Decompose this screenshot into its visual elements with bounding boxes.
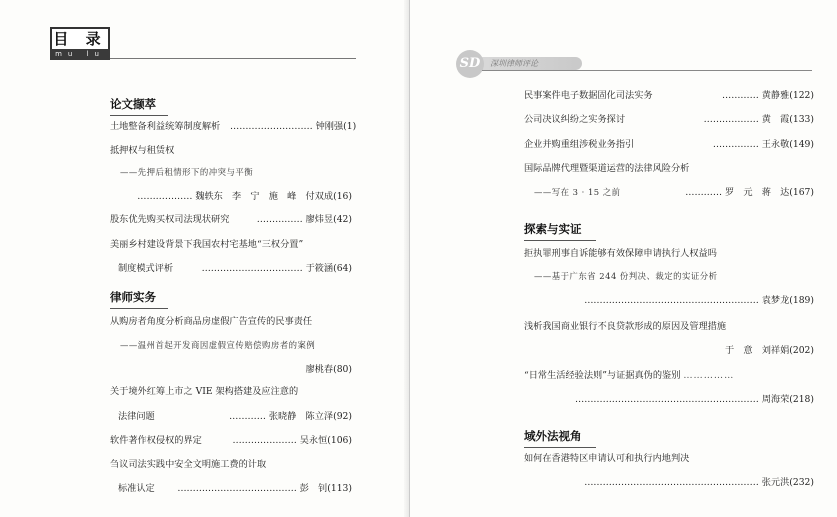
entry-title: 公司决议纠纷之实务探讨	[524, 114, 626, 125]
entry-leader: …………………………………………………	[584, 295, 759, 306]
entry-byline	[534, 393, 814, 406]
entry-title: 浅析我国商业银行不良贷款形成的原因及管理措施	[524, 321, 727, 332]
entry-title: 刍议司法实践中安全文明施工费的计取	[110, 459, 267, 470]
entry-author: 黄静雅	[761, 90, 790, 101]
toc-entry[interactable]	[110, 458, 266, 471]
entry-author: 黄 霞	[761, 114, 790, 125]
entry-title: 抵押权与租赁权	[110, 145, 175, 156]
entry-page: (133)	[789, 114, 814, 125]
entry-page: (1)	[343, 121, 357, 132]
entry-title-continued: 制度模式评析	[118, 263, 174, 274]
entry-author: 张晓静 陈立泽	[268, 411, 334, 422]
entry-byline	[655, 138, 814, 151]
entry-byline	[165, 482, 352, 495]
entry-title: 关于境外红筹上市之 VIE 架构搭建及应注意的	[110, 386, 299, 397]
entry-page: (202)	[789, 345, 814, 356]
entry-page: (80)	[333, 364, 352, 375]
section-title	[524, 428, 582, 444]
entry-title: 如何在香港特区申请认可和执行内地判决	[524, 453, 690, 464]
entry-subtitle: ——基于广东省 244 份判决、裁定的实证分析	[534, 271, 718, 281]
entry-page: (218)	[789, 394, 814, 405]
section-underline	[110, 308, 168, 309]
entry-page: (42)	[333, 214, 352, 225]
entry-leader: ……………	[256, 214, 303, 225]
entry-author: 周海荣	[761, 394, 790, 405]
entry-title: 拒执罪刑事自诉能够有效保障申请执行人权益吗	[524, 248, 717, 259]
entry-author: 钟刚强	[315, 121, 344, 132]
toc-entry[interactable]	[524, 138, 634, 151]
entry-byline	[180, 262, 352, 275]
entry-page: (106)	[327, 435, 352, 446]
entry-page: (92)	[333, 411, 352, 422]
header-rule	[110, 58, 356, 59]
toc-entry[interactable]	[110, 120, 220, 133]
toc-entry[interactable]	[524, 113, 625, 126]
entry-byline	[674, 89, 814, 102]
toc-entry[interactable]	[524, 247, 717, 260]
right-page	[410, 0, 837, 517]
toc-entry[interactable]	[110, 213, 229, 226]
entry-page: (149)	[789, 139, 814, 150]
toc-entry[interactable]	[524, 162, 689, 175]
section-title-text: 论文撷萃	[110, 97, 156, 111]
header-rule	[482, 70, 812, 71]
toc-entry[interactable]	[524, 320, 726, 333]
entry-leader: …………	[685, 187, 723, 198]
entry-leader: …………………………………………………	[584, 477, 759, 488]
entry-byline	[210, 434, 352, 447]
entry-author: 彭 钊	[299, 483, 328, 494]
toc-entry[interactable]	[524, 89, 653, 102]
entry-author: 王永敬	[761, 139, 790, 150]
section-underline	[110, 115, 168, 116]
entry-author: 袁梦龙	[761, 295, 790, 306]
entry-page: (189)	[789, 295, 814, 306]
entry-title: 美丽乡村建设背景下我国农村宅基地“三权分置”	[110, 239, 304, 250]
contents-header	[50, 27, 110, 58]
entry-byline	[200, 410, 352, 423]
section-title	[110, 289, 156, 305]
toc-entry[interactable]	[524, 452, 689, 465]
entry-page: (167)	[789, 187, 814, 198]
entry-title: 从购房者角度分析商品房虚假广告宣传的民事责任	[110, 316, 313, 327]
entry-title: 民事案件电子数据固化司法实务	[524, 90, 653, 101]
journal-name: 深圳律师评论	[490, 59, 538, 68]
entry-author: 吴永恒	[299, 435, 328, 446]
entry-title-continued: 法律问题	[118, 411, 155, 422]
entry-page: (113)	[327, 483, 352, 494]
toc-entry[interactable]	[524, 369, 734, 382]
entry-subtitle: ——温州首起开发商因虚假宣传赔偿购房者的案例	[120, 340, 316, 350]
section-title	[110, 96, 156, 112]
left-page	[0, 0, 410, 517]
entry-leader: …………………………………	[177, 483, 297, 494]
entry-leader: ………………………	[230, 121, 313, 132]
toc-entry[interactable]	[110, 144, 174, 157]
entry-title-continued: 标准认定	[118, 483, 155, 494]
entry-leader: ………………	[703, 114, 759, 125]
entry-page: (16)	[333, 191, 352, 202]
entry-byline	[650, 186, 814, 199]
entry-author: 于 意 刘祥娟	[724, 345, 790, 356]
entry-subtitle: ——写在 3 · 15 之前	[534, 187, 621, 197]
contents-subtitle: mu lu	[50, 49, 110, 60]
entry-title: 国际品牌代理暨渠道运营的法律风险分析	[524, 163, 690, 174]
entry-title: 软件著作权侵权的界定	[110, 435, 202, 446]
toc-entry[interactable]	[110, 315, 312, 328]
entry-page: (232)	[789, 477, 814, 488]
entry-leader: …………	[722, 90, 759, 101]
entry-byline	[230, 120, 357, 133]
entry-leader: …………	[229, 411, 266, 422]
entry-byline	[534, 294, 814, 307]
entry-byline	[660, 344, 814, 357]
journal-logo: SD	[456, 50, 484, 78]
entry-byline	[240, 213, 352, 226]
section-underline	[524, 240, 596, 241]
entry-byline	[640, 113, 814, 126]
contents-title: 目 录	[50, 27, 110, 49]
entry-leader: ………………	[137, 191, 193, 202]
section-title-text: 探索与实证	[524, 222, 582, 236]
toc-entry[interactable]	[110, 238, 303, 251]
entry-page: (122)	[789, 90, 814, 101]
entry-byline	[534, 476, 814, 489]
entry-page: (64)	[333, 263, 352, 274]
toc-entry[interactable]	[110, 434, 202, 447]
entry-subtitle: ——先押后租情形下的冲突与平衡	[120, 167, 254, 177]
entry-title: “日常生活经验法则”与证据真伪的鉴别	[524, 370, 681, 381]
section-underline	[524, 447, 596, 448]
entry-byline	[118, 190, 352, 203]
section-title	[524, 221, 582, 237]
entry-leader: …………………	[232, 435, 297, 446]
section-title-text: 律师实务	[110, 290, 156, 304]
entry-leader: ……………………………	[201, 263, 303, 274]
entry-title: 股东优先购买权司法现状研究	[110, 214, 230, 225]
entry-leader: ……………	[712, 139, 759, 150]
entry-author: 廖炜昱	[305, 214, 334, 225]
entry-leader: ……………………………………………………	[575, 394, 759, 405]
entry-author: 廖桃春	[305, 364, 334, 375]
entry-byline	[260, 363, 352, 376]
entry-author: 罗 元 蒋 达	[724, 187, 790, 198]
section-title-text: 域外法视角	[524, 429, 582, 443]
entry-author: 魏轶东 李 宁 施 峰 付双成	[195, 191, 334, 202]
entry-author: 张元洪	[761, 477, 790, 488]
entry-leader: ……………	[683, 370, 735, 381]
toc-entry[interactable]	[110, 385, 298, 398]
entry-title: 土地整备利益统筹制度解析	[110, 121, 221, 132]
entry-author: 于筱涵	[305, 263, 334, 274]
entry-title: 企业并购重组涉税业务指引	[524, 139, 635, 150]
